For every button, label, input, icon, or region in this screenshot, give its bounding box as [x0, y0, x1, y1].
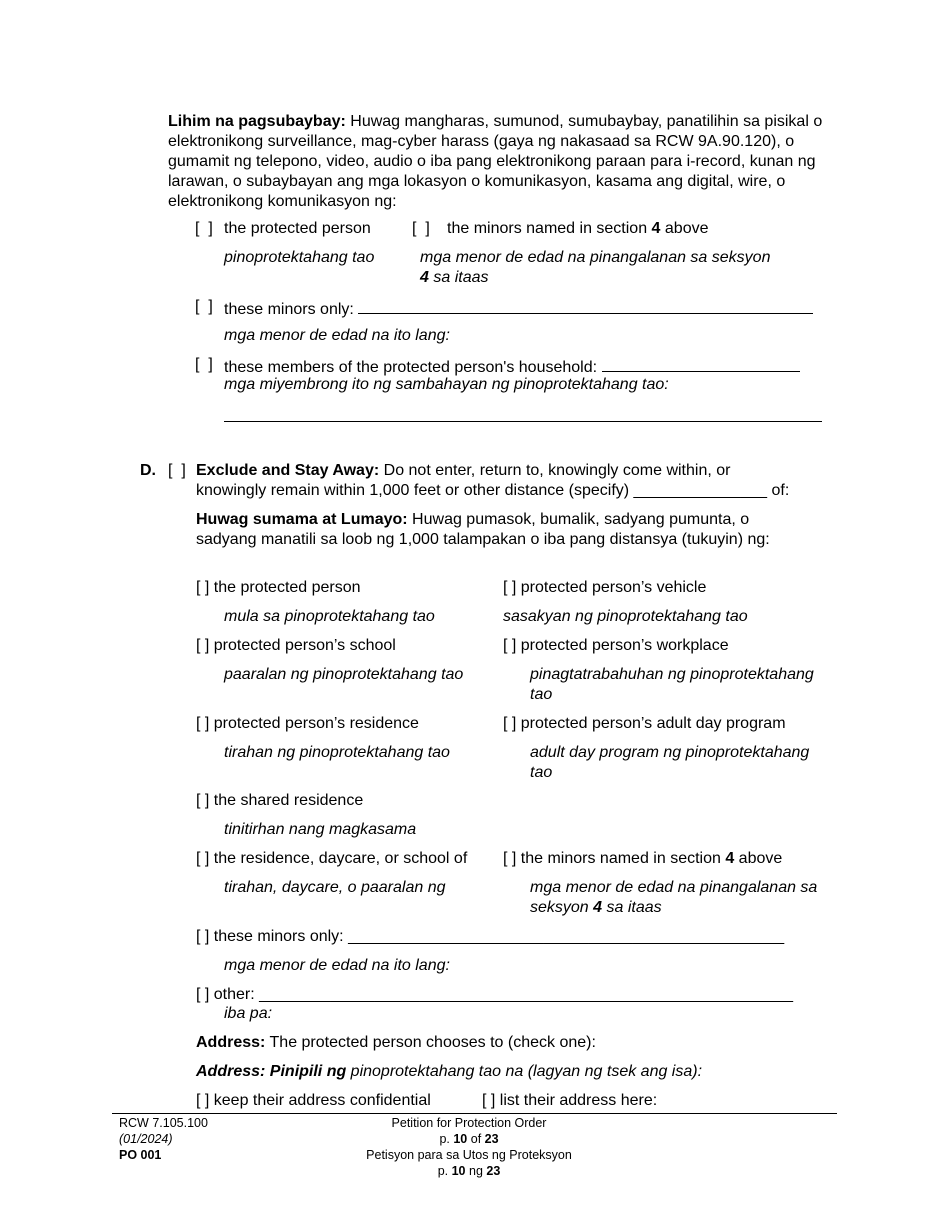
checkbox-section-d[interactable]: [ ]	[168, 462, 186, 479]
option-protected-person: the protected person	[224, 220, 371, 237]
footer-rule	[112, 1113, 837, 1114]
section-d-heading: Exclude and Stay Away:	[196, 462, 380, 479]
vehicle-tl: sasakyan ng pinoprotektahang tao	[503, 608, 748, 625]
section-d-tl-heading: Huwag sumama at Lumayo:	[196, 511, 408, 528]
option-minors-named: the minors named in section 4 above	[447, 220, 709, 237]
checkbox-school[interactable]: [ ] protected person’s school	[196, 637, 396, 654]
footer-left	[119, 1115, 208, 1163]
residence-tl: tirahan ng pinoprotektahang tao	[224, 744, 450, 761]
footer-form-number: PO 001	[119, 1148, 162, 1162]
section-d-text: Exclude and Stay Away: Do not enter, return to, knowingly come within, or knowingly remain within 1,000 feet or other distance (specify) _______________ of:	[196, 462, 790, 499]
stalking-text: Huwag mangharas, sumunod, sumubaybay, panatilihin sa pisikal o elektronikong surveillance, mag-cyber harass (gaya ng nakasaad sa RCW 9A.90.120), o gumamit ng telepono, video, audio o iba pang elektronikong paraan para i-record, kunan ng larawan, o subaybayan ang mga lokasyon o komunikasyon, kasama ang digital, wire, o elektronikong komunikasyon ng:	[168, 113, 823, 210]
protected-person-d-tl: mula sa pinoprotektahang tao	[224, 608, 435, 625]
checkbox-vehicle[interactable]: [ ] protected person’s vehicle	[503, 579, 707, 596]
adult-day-tl: adult day program ng pinoprotektahang tao	[530, 744, 810, 781]
checkbox-household[interactable]: [ ]	[195, 356, 213, 373]
footer-center	[329, 1115, 609, 1179]
footer-title: Petition for Protection Order	[391, 1116, 547, 1130]
footer-date: (01/2024)	[119, 1132, 173, 1146]
checkbox-residence-daycare-school[interactable]: [ ] the residence, daycare, or school of	[196, 850, 468, 867]
stalking-heading: Lihim na pagsubaybay:	[168, 113, 346, 130]
checkbox-workplace[interactable]: [ ] protected person’s workplace	[503, 637, 729, 654]
section-d-letter: D.	[140, 462, 156, 479]
household-input[interactable]	[602, 355, 800, 372]
checkbox-adult-day[interactable]: [ ] protected person’s adult day program	[503, 715, 786, 732]
household-input-line-2[interactable]	[224, 421, 822, 422]
address-instruction: Address: The protected person chooses to (check one):	[196, 1034, 596, 1051]
workplace-tl: pinagtatrabahuhan ng pinoprotektahang tao	[530, 666, 814, 703]
checkbox-list-address[interactable]: [ ] list their address here:	[482, 1092, 658, 1109]
footer-title-tl: Petisyon para sa Utos ng Proteksyon	[366, 1148, 572, 1162]
stalking-paragraph	[168, 112, 843, 212]
checkbox-keep-confidential[interactable]: [ ] keep their address confidential	[196, 1092, 431, 1109]
checkbox-protected-person[interactable]: [ ]	[195, 220, 213, 237]
minors-named-d-tl: mga menor de edad na pinangalanan sa seksyon 4 sa itaas	[530, 879, 818, 916]
checkbox-minors-named[interactable]: [ ]	[412, 220, 430, 237]
residence-daycare-school-tl: tirahan, daycare, o paaralan ng	[224, 879, 446, 896]
checkbox-other[interactable]: [ ] other: ____________________________________________________________	[196, 986, 794, 1003]
checkbox-these-minors-d[interactable]: [ ] these minors only: _________________________________________________	[196, 928, 785, 945]
these-minors-tl: mga menor de edad na ito lang:	[224, 327, 450, 344]
these-minors-label: these minors only:	[224, 301, 354, 318]
address-instruction-tl: Address: Pinipili ng pinoprotektahang tao na (lagyan ng tsek ang isa):	[196, 1063, 703, 1080]
option-protected-person-tl: pinoprotektahang tao	[224, 249, 375, 266]
these-minors-d-tl: mga menor de edad na ito lang:	[224, 957, 450, 974]
checkbox-these-minors[interactable]: [ ]	[195, 298, 213, 315]
school-tl: paaralan ng pinoprotektahang tao	[224, 666, 464, 683]
checkbox-shared-residence[interactable]: [ ] the shared residence	[196, 792, 364, 809]
checkbox-minors-named-d[interactable]: [ ] the minors named in section 4 above	[503, 850, 783, 867]
household-tl: mga miyembrong ito ng sambahayan ng pinoprotektahang tao:	[224, 376, 669, 393]
checkbox-residence[interactable]: [ ] protected person’s residence	[196, 715, 419, 732]
shared-residence-tl: tinitirhan nang magkasama	[224, 821, 417, 838]
option-minors-named-tl: mga menor de edad na pinangalanan sa seksyon 4 sa itaas	[420, 249, 771, 286]
footer-rcw: RCW 7.105.100	[119, 1116, 208, 1130]
section-d-tl: Huwag sumama at Lumayo: Huwag pumasok, bumalik, sadyang pumunta, o sadyang manatili sa loob ng 1,000 talampakan o iba pang distansya (tukuyin) ng:	[196, 511, 770, 548]
footer-page-tl: p. 10 ng 23	[437, 1164, 501, 1178]
footer-page: p. 10 of 23	[439, 1132, 499, 1146]
these-minors-row	[224, 297, 824, 320]
these-minors-input[interactable]	[358, 297, 813, 314]
other-tl: iba pa:	[224, 1005, 273, 1022]
checkbox-protected-person-d[interactable]: [ ] the protected person	[196, 579, 361, 596]
household-label: these members of the protected person's household:	[224, 359, 598, 376]
